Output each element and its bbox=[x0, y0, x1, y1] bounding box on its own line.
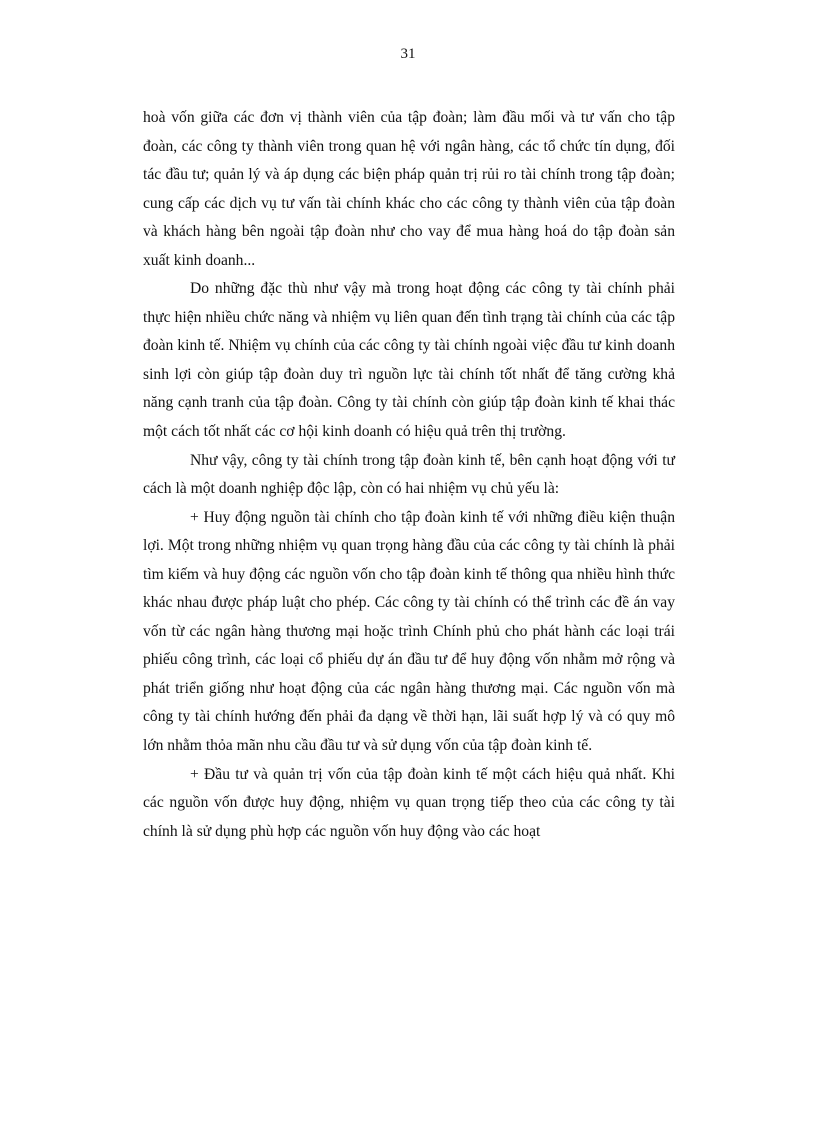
paragraph-continuation: hoà vốn giữa các đơn vị thành viên của tập đoàn; làm đầu mối và tư vấn cho tập đoàn, các công ty thành viên trong quan hệ với ngân hàng, các tổ chức tín dụng, đối tác đầu tư; quản lý và áp dụng các biện pháp quản trị rủi ro tài chính trong tập đoàn; cung cấp các dịch vụ tư vấn tài chính khác cho các công ty thành viên của tập đoàn và khách hàng bên ngoài tập đoàn như cho vay để mua hàng hoá do tập đoàn sản xuất kinh doanh... bbox=[143, 109, 675, 269]
paragraph-capital-mobilization: + Huy động nguồn tài chính cho tập đoàn kinh tế với những điều kiện thuận lợi. Một trong những nhiệm vụ quan trọng hàng đầu của các công ty tài chính là phải tìm kiếm và huy động các nguồn vốn cho tập đoàn kinh tế thông qua nhiều hình thức khác nhau được pháp luật cho phép. Các công ty tài chính có thể trình các đề án vay vốn từ các ngân hàng thương mại hoặc trình Chính phủ cho phát hành các loại trái phiếu công trình, các loại cổ phiếu dự án đầu tư để huy động vốn nhằm mở rộng và phát triển giống như hoạt động của các ngân hàng thương mại. Các nguồn vốn mà công ty tài chính hướng đến phải đa dạng về thời hạn, lãi suất hợp lý và có quy mô lớn nhằm thỏa mãn nhu cầu đầu tư và sử dụng vốn của tập đoàn kinh tế. bbox=[143, 508, 675, 755]
paragraph-financial-company-functions: Do những đặc thù như vậy mà trong hoạt động các công ty tài chính phải thực hiện nhiều chức năng và nhiệm vụ liên quan đến tình trạng tài chính của các tập đoàn kinh tế. Nhiệm vụ chính của các công ty tài chính ngoài việc đầu tư kinh doanh sinh lợi còn giúp tập đoàn duy trì nguồn lực tài chính tốt nhất để tăng cường khả năng cạnh tranh của tập đoàn. Công ty tài chính còn giúp tập đoàn kinh tế khai thác một cách tốt nhất các cơ hội kinh doanh có hiệu quả trên thị trường. bbox=[143, 280, 675, 441]
page-number: 31 bbox=[400, 46, 416, 62]
paragraph-two-main-tasks: Như vậy, công ty tài chính trong tập đoàn kinh tế, bên cạnh hoạt động với tư cách là một doanh nghiệp độc lập, còn có hai nhiệm vụ chủ yếu là: bbox=[143, 451, 675, 498]
paragraph-capital-investment: + Đầu tư và quản trị vốn của tập đoàn kinh tế một cách hiệu quả nhất. Khi các nguồn vốn được huy động, nhiệm vụ quan trọng tiếp theo của các công ty tài chính là sử dụng phù hợp các nguồn vốn huy động vào các hoạt bbox=[143, 765, 675, 840]
document-body bbox=[143, 104, 675, 846]
